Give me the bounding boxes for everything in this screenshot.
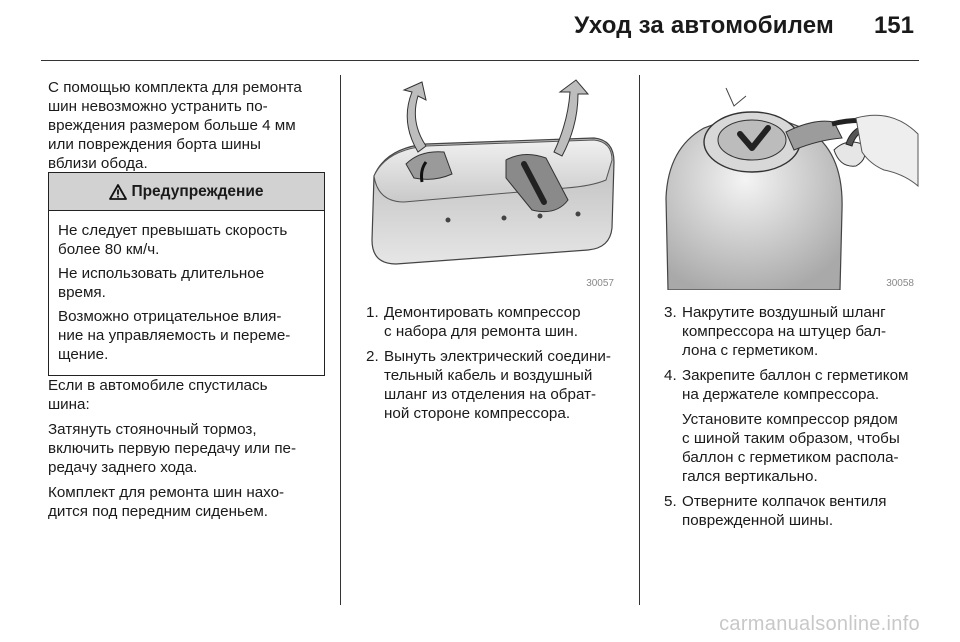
list-item xyxy=(664,366,934,404)
warning-paragraph: Не использовать длительное время. xyxy=(58,265,265,301)
step-number: 2. xyxy=(366,348,379,365)
intro-paragraph: С помощью комплекта для ремонта шин невозможно устранить по- вреждения размером больше 4 мм или повреждения борта шины вблизи обода. xyxy=(48,79,302,172)
column-1-body xyxy=(48,376,328,527)
step-text: Демонтировать компрессор с набора для ремонта шин. xyxy=(384,304,581,340)
repair-kit-drawing xyxy=(356,78,626,290)
body-paragraph: Затянуть стояночный тормоз, включить первую передачу или пе- редачу заднего хода. xyxy=(48,421,297,476)
steps-list-2 xyxy=(664,303,934,536)
warning-box xyxy=(48,172,325,376)
warning-triangle-icon xyxy=(109,184,127,200)
warning-paragraph: Возможно отрицательное влия- ние на управляемость и переме- щение. xyxy=(58,308,291,363)
step-number: 3. xyxy=(664,304,677,321)
column-1 xyxy=(48,78,328,179)
body-paragraph: Комплект для ремонта шин нахо- дится под передним сиденьем. xyxy=(48,484,285,520)
step-text: Отверните колпачок вентиля поврежденной шины. xyxy=(682,493,887,529)
warning-body xyxy=(49,211,324,375)
step-number: 4. xyxy=(664,367,677,384)
step-text: Вынуть электрический соедини- тельный кабель и воздушный шланг из отделения на обрат- ной стороне компрессора. xyxy=(384,348,611,422)
column-divider-1 xyxy=(340,75,341,605)
list-item xyxy=(664,492,934,530)
sealant-bottle-drawing xyxy=(656,78,926,290)
header-divider xyxy=(41,60,919,61)
warning-paragraph: Не следует превышать скорость более 80 км/ч. xyxy=(58,222,288,258)
step-number: 1. xyxy=(366,304,379,321)
sealant-bottle-illustration xyxy=(656,78,926,290)
list-item xyxy=(664,303,934,360)
figure-number: 30058 xyxy=(886,278,914,289)
watermark: carmanualsonline.info xyxy=(719,613,920,635)
warning-header xyxy=(49,173,324,211)
step-text: Накрутите воздушный шланг компрессора на штуцер бал- лона с герметиком. xyxy=(682,304,887,359)
page-number: 151 xyxy=(873,12,914,39)
list-item xyxy=(366,303,634,341)
body-paragraph: Если в автомобиле спустилась шина: xyxy=(48,377,268,413)
page-header-title: Уход за автомобилем xyxy=(574,12,834,39)
warning-title: Предупреждение xyxy=(131,182,264,200)
step-number: 5. xyxy=(664,493,677,510)
figure-number: 30057 xyxy=(586,278,614,289)
column-divider-2 xyxy=(639,75,640,605)
step-subtext: Установите компрессор рядом с шиной таким образом, чтобы баллон с герметиком распола- гался вертикально. xyxy=(682,411,900,485)
step-text: Закрепите баллон с герметиком на держателе компрессора. xyxy=(682,367,909,403)
steps-list-1 xyxy=(366,303,634,429)
list-item xyxy=(366,347,634,423)
repair-kit-illustration xyxy=(356,78,626,290)
